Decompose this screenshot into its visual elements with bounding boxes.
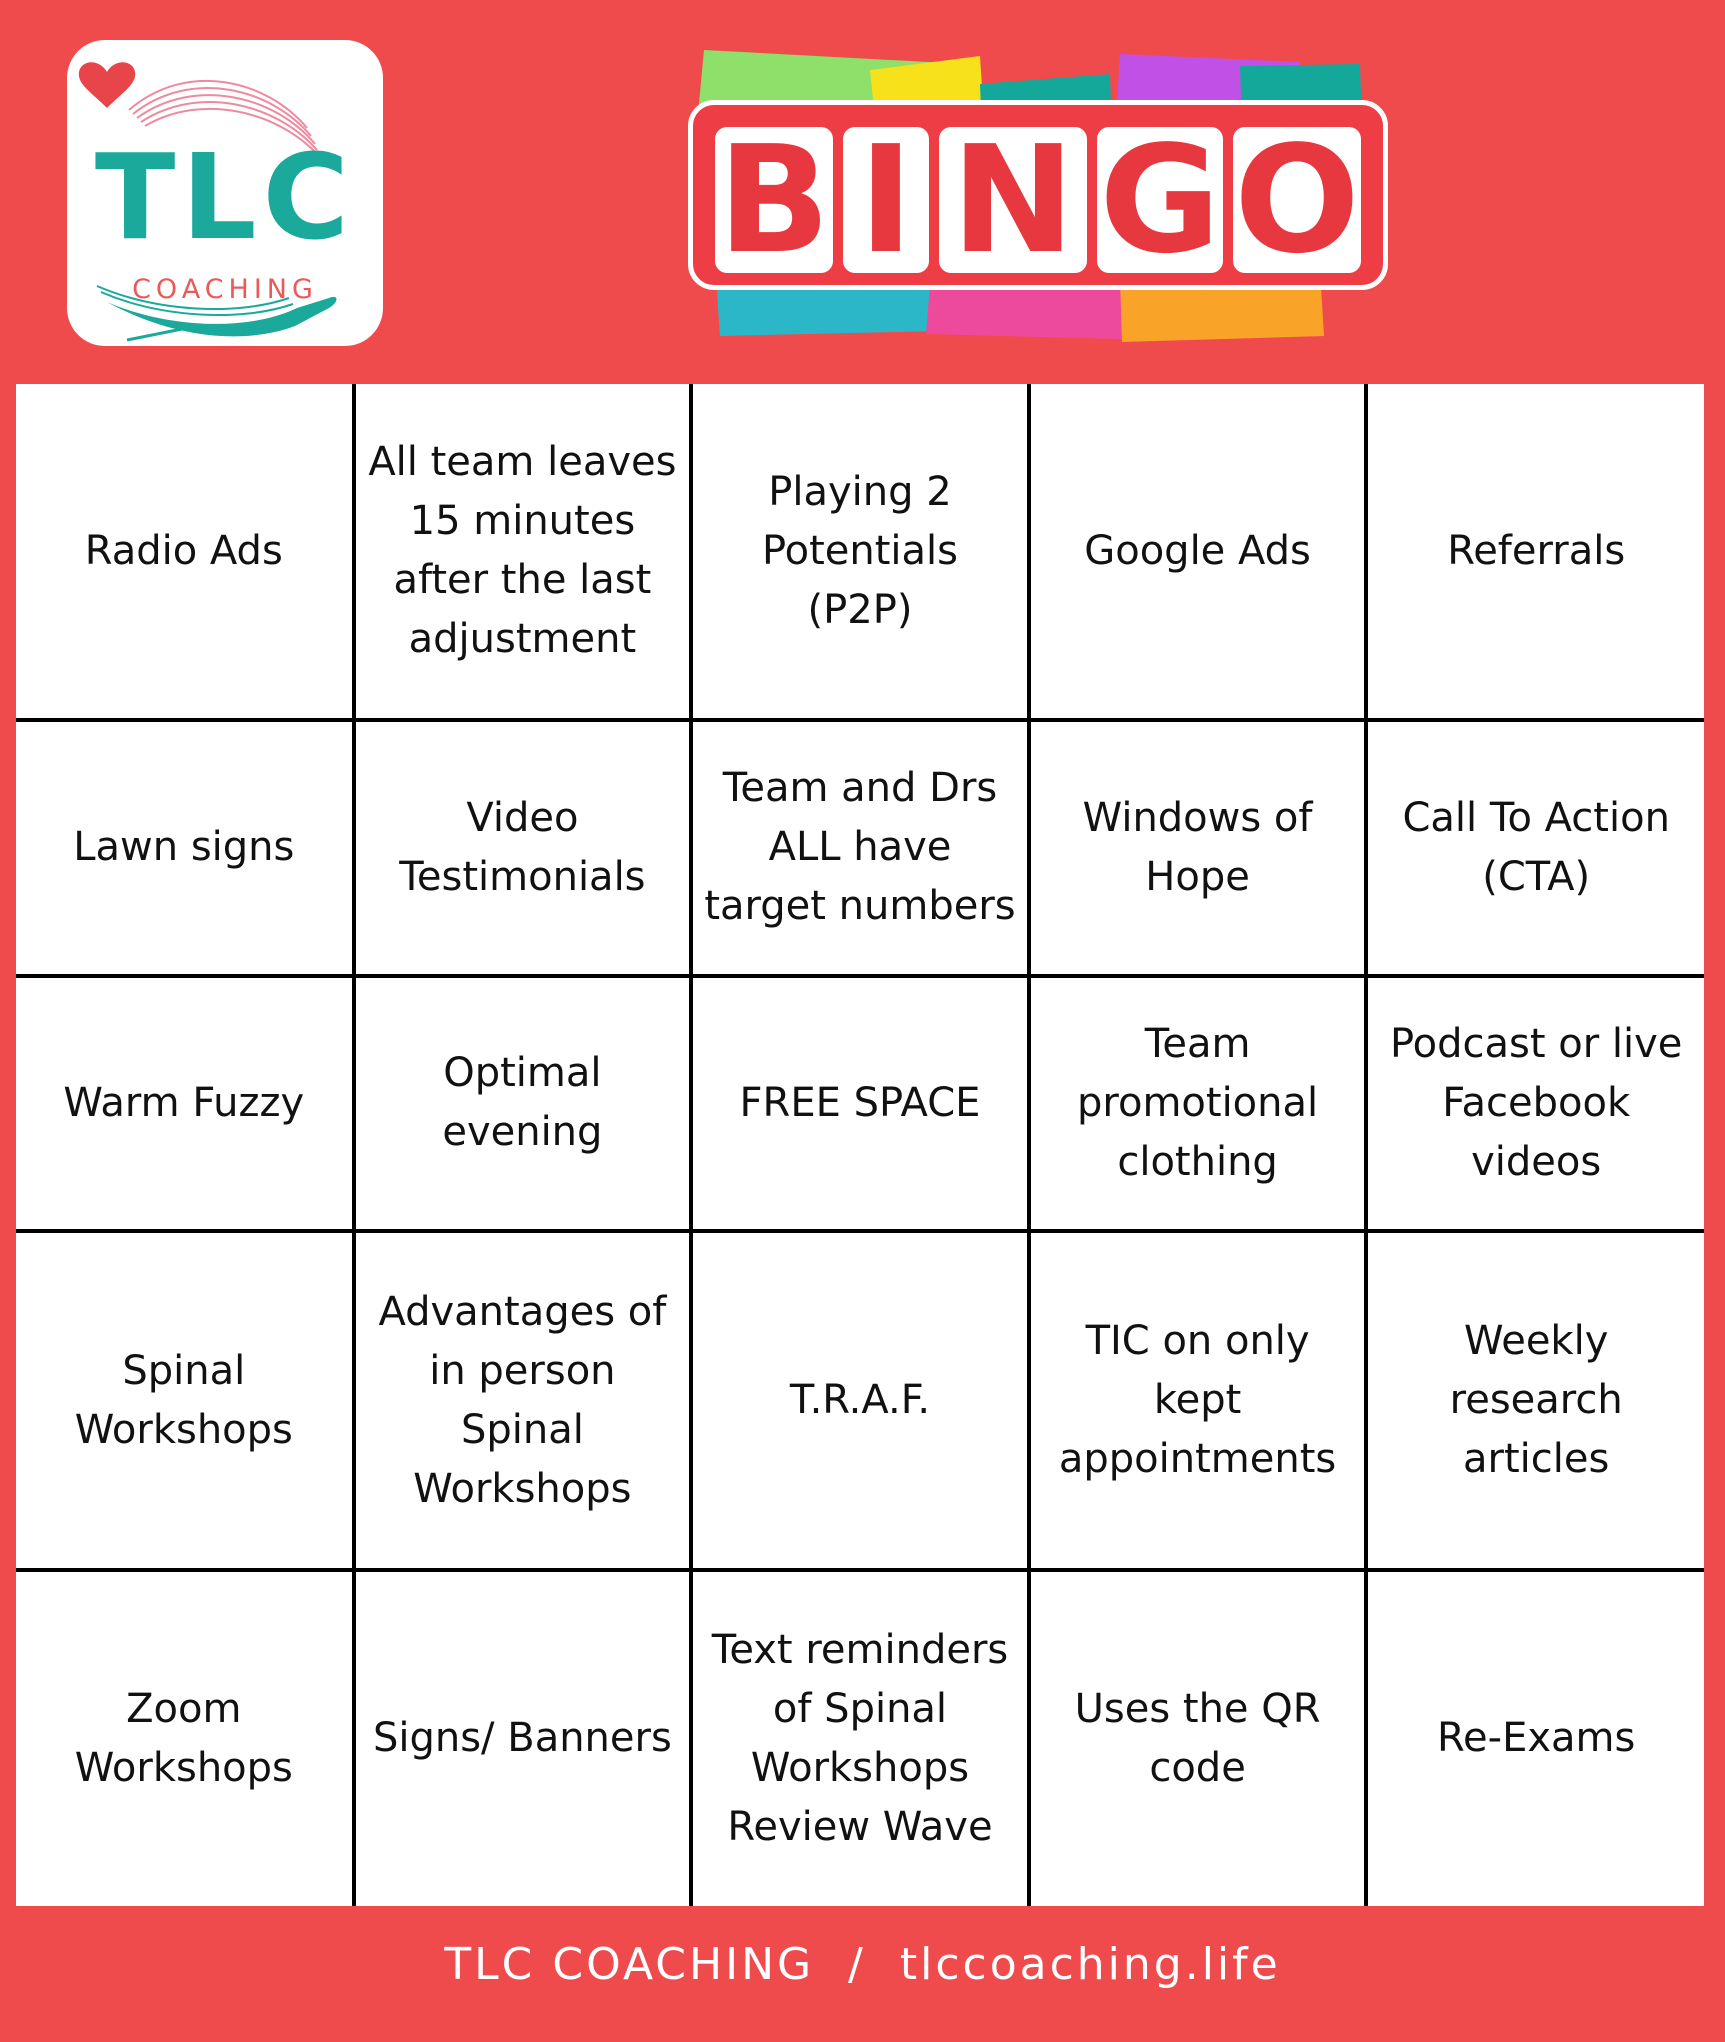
bingo-free-space[interactable]: FREE SPACE: [691, 976, 1029, 1232]
board-row: [16, 384, 1704, 720]
board-row: [16, 1231, 1704, 1570]
board-row: [16, 1570, 1704, 1906]
bingo-square[interactable]: Windows of Hope: [1029, 720, 1367, 976]
bingo-square[interactable]: Call To Action (CTA): [1366, 720, 1704, 976]
logo-title: TLC: [94, 128, 356, 266]
bingo-square[interactable]: Signs/ Banners: [354, 1570, 692, 1906]
bingo-square[interactable]: All team leaves 15 minutes after the last adjustment: [354, 384, 692, 720]
bingo-square[interactable]: Warm Fuzzy: [16, 976, 354, 1232]
bingo-square[interactable]: Text reminders of Spinal Workshops Review Wave: [691, 1570, 1029, 1906]
bingo-square[interactable]: Weekly research articles: [1366, 1231, 1704, 1570]
bingo-square[interactable]: Team promotional clothing: [1029, 976, 1367, 1232]
tlc-coaching-logo: [67, 40, 383, 346]
heart-icon: [79, 62, 135, 108]
bingo-square[interactable]: Optimal evening: [354, 976, 692, 1232]
board-row: [16, 720, 1704, 976]
bingo-square[interactable]: Podcast or live Facebook videos: [1366, 976, 1704, 1232]
bingo-board: [16, 384, 1704, 1906]
logo-subtitle: COACHING: [132, 274, 318, 305]
bingo-square[interactable]: Radio Ads: [16, 384, 354, 720]
bingo-square[interactable]: Re-Exams: [1366, 1570, 1704, 1906]
bingo-square[interactable]: Team and Drs ALL have target numbers: [691, 720, 1029, 976]
bingo-square[interactable]: TIC on only kept appointments: [1029, 1231, 1367, 1570]
bingo-letter-i: I: [843, 127, 929, 273]
bingo-letter-b: B: [715, 127, 833, 273]
bingo-square[interactable]: Uses the QR code: [1029, 1570, 1367, 1906]
bingo-square[interactable]: Google Ads: [1029, 384, 1367, 720]
footer-text: TLC COACHING / tlccoaching.life: [444, 1939, 1281, 1990]
bingo-square[interactable]: Referrals: [1366, 384, 1704, 720]
bingo-square[interactable]: Spinal Workshops: [16, 1231, 354, 1570]
bingo-letter-g: G: [1097, 127, 1223, 273]
board-row: [16, 976, 1704, 1232]
bingo-square[interactable]: Zoom Workshops: [16, 1570, 354, 1906]
bingo-square[interactable]: Video Testimonials: [354, 720, 692, 976]
bingo-square[interactable]: Advantages of in person Spinal Workshops: [354, 1231, 692, 1570]
bingo-square[interactable]: Playing 2 Potentials (P2P): [691, 384, 1029, 720]
bingo-title-panel: [688, 100, 1388, 290]
bingo-letter-o: O: [1234, 114, 1360, 286]
bingo-banner: [680, 44, 1410, 344]
bingo-square[interactable]: Lawn signs: [16, 720, 354, 976]
bingo-letter-n: N: [939, 127, 1087, 273]
bingo-square[interactable]: T.R.A.F.: [691, 1231, 1029, 1570]
